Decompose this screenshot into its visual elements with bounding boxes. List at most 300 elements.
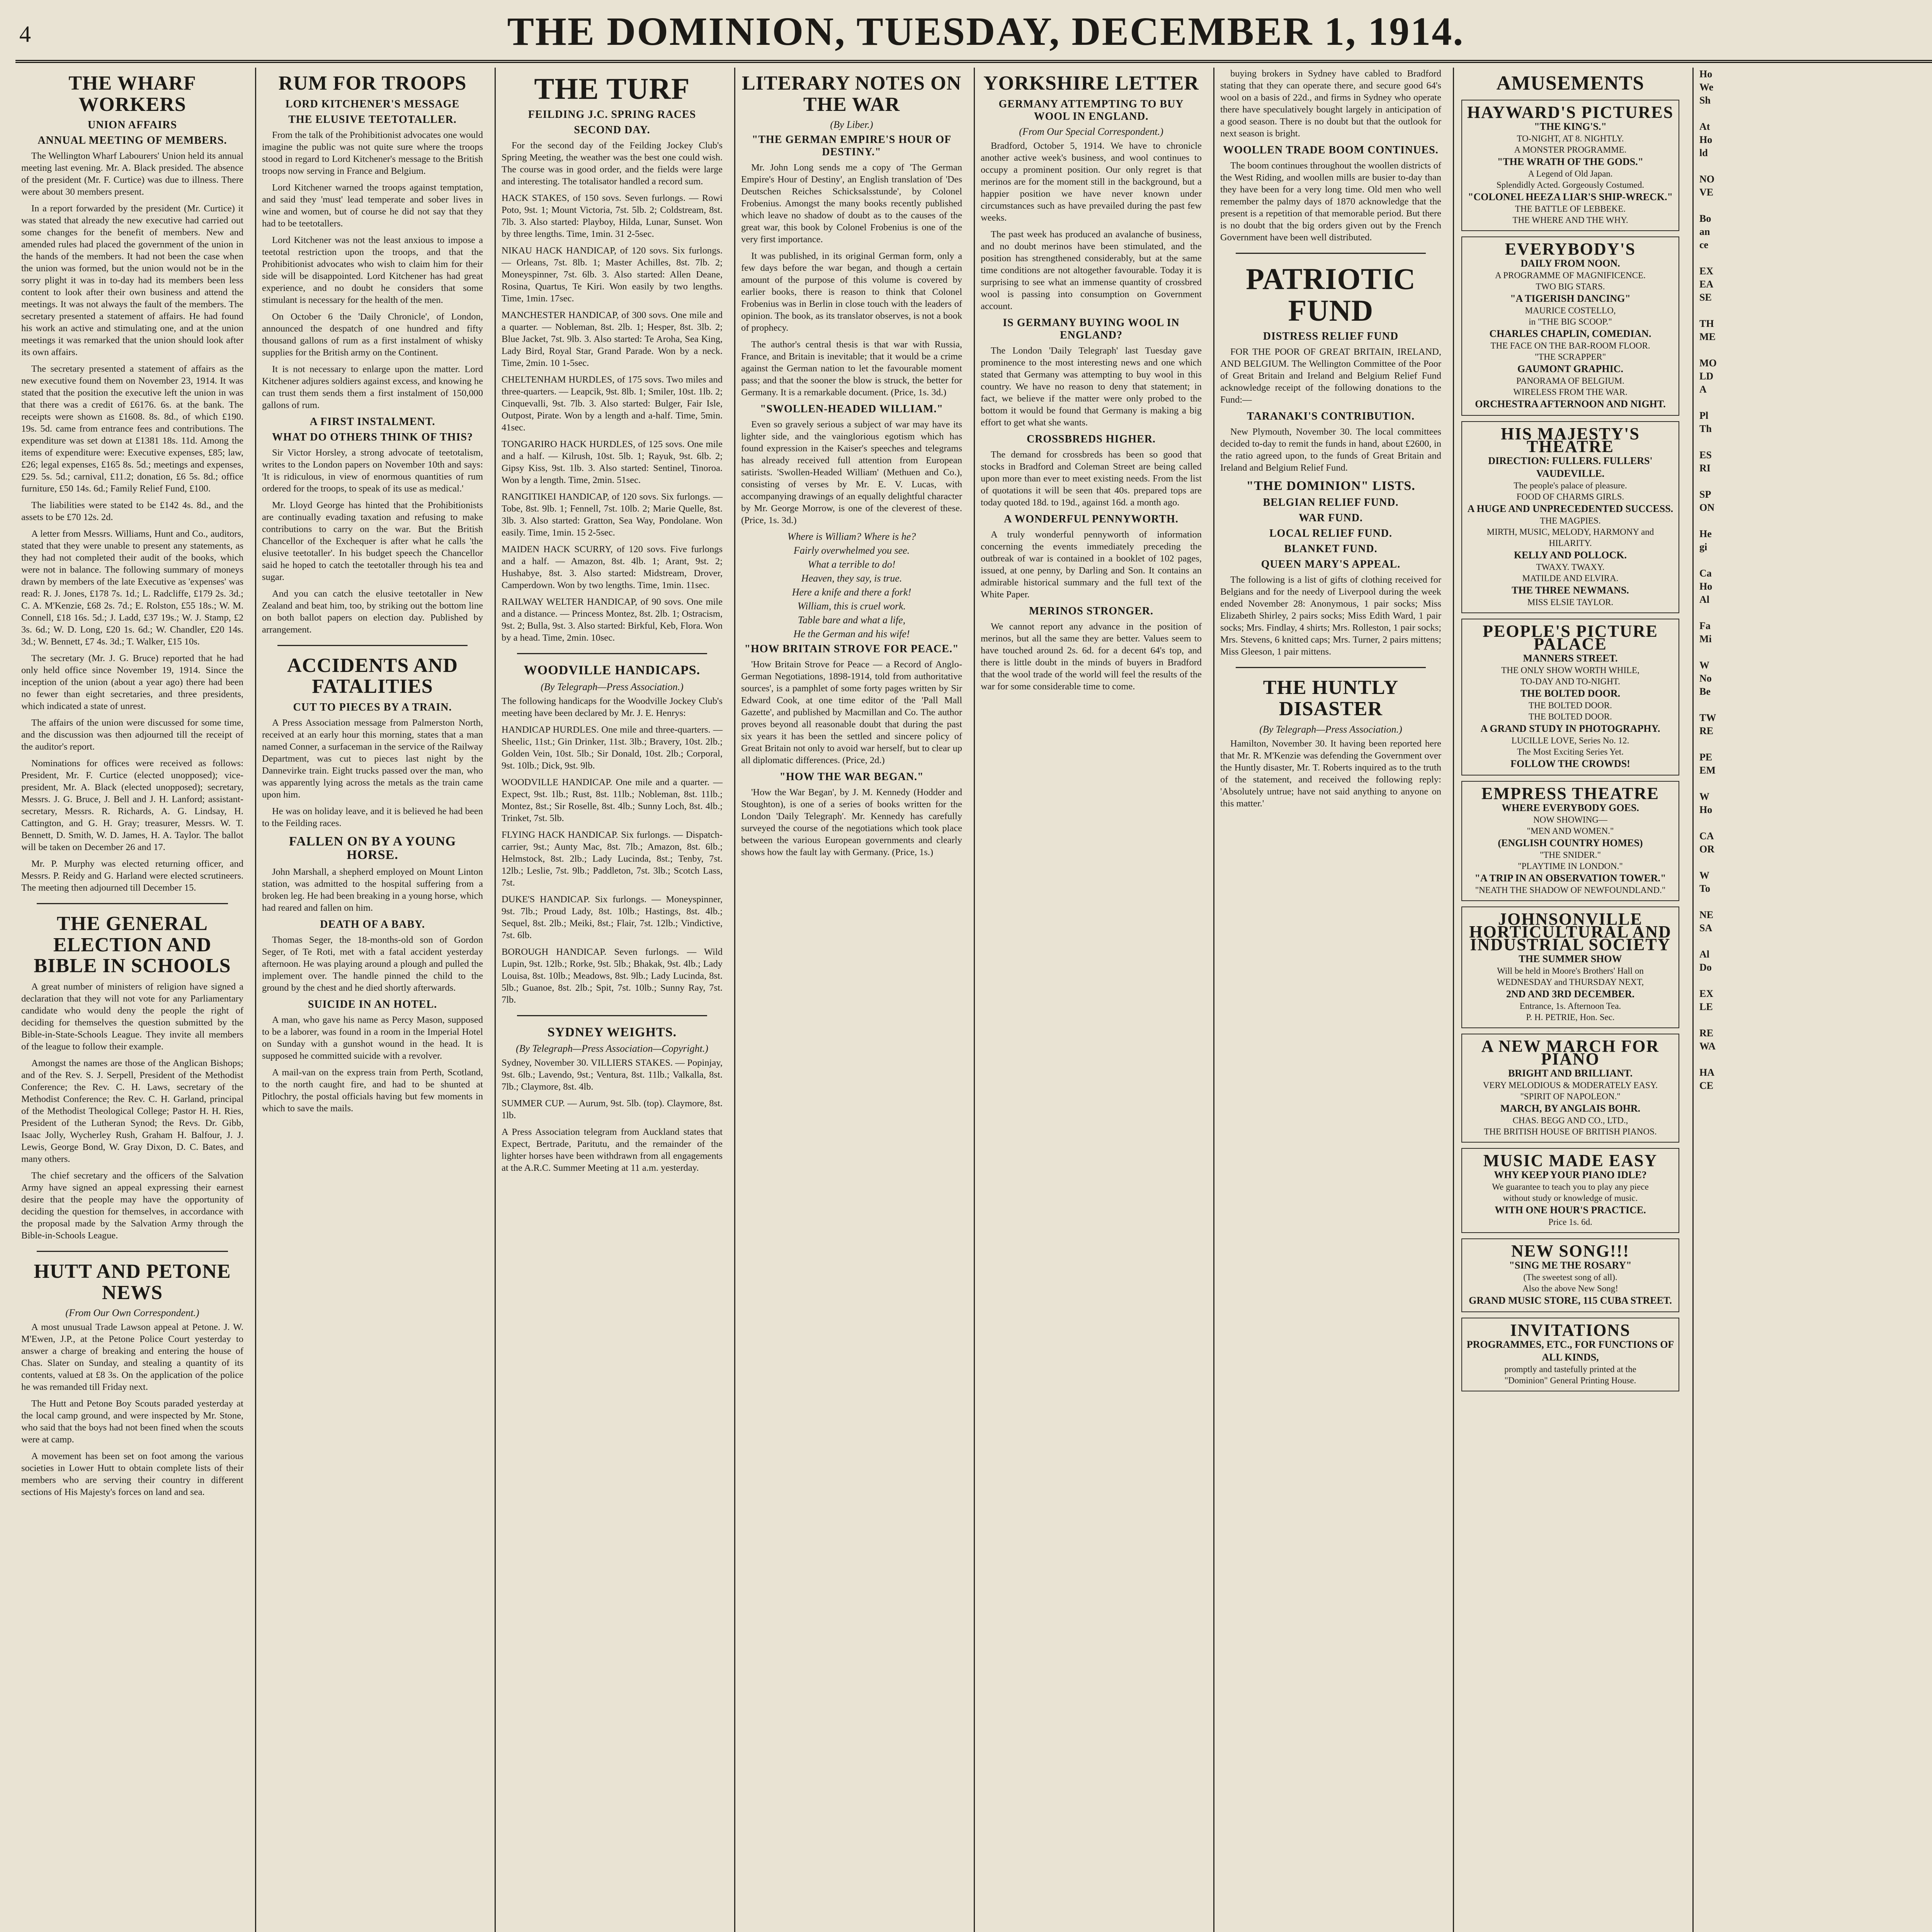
paragraph: Mr. P. Murphy was elected returning officer, and Messrs. P. Reidy and G. Harland were elected scrutineers. The meeting then adjourned till December 15. (21, 859, 243, 893)
edge-fragment: SE (1699, 292, 1712, 303)
advertisement (1461, 421, 1679, 613)
edge-fragment (1699, 777, 1932, 790)
headline-amusements: AMUSEMENTS (1496, 72, 1645, 94)
advertisement (1461, 1148, 1679, 1233)
cropped-text (1699, 68, 1932, 1092)
ad-line: "A TIGERISH DANCING" (1510, 293, 1631, 304)
page-number: 4 (19, 21, 31, 47)
article-body (1220, 68, 1441, 139)
edge-fragment: ES (1699, 449, 1712, 461)
edge-fragment (1699, 252, 1932, 265)
ad-line: WHERE EVERYBODY GOES. (1502, 802, 1639, 813)
byline: (By Liber.) (830, 119, 873, 131)
edge-fragment: TH (1699, 318, 1714, 329)
column-wharf-workers (15, 68, 249, 1932)
ad-line: WHY KEEP YOUR PIANO IDLE? (1494, 1169, 1647, 1180)
subhead-germany-buying: IS GERMANY BUYING WOOL IN ENGLAND? (1003, 316, 1180, 341)
headline-woodville: WOODVILLE HANDICAPS. (524, 663, 701, 677)
ad-line: GRAND MUSIC STORE, 115 CUBA STREET. (1469, 1294, 1672, 1306)
ad-line: Entrance, 1s. Afternoon Tea. (1519, 1001, 1621, 1011)
edge-fragment: EX (1699, 988, 1714, 999)
edge-fragment: Sh (1699, 95, 1711, 106)
edge-fragment (1699, 304, 1932, 317)
ad-line: KELLY AND POLLOCK. (1514, 549, 1627, 561)
edge-fragment (1699, 199, 1932, 212)
edge-fragment (1699, 646, 1932, 659)
ad-line: promptly and tastefully printed at the (1504, 1364, 1636, 1374)
edge-fragment: Ho (1699, 581, 1713, 592)
advertisement (1461, 619, 1679, 776)
edge-fragment (1699, 856, 1932, 869)
kicker-union-affairs: UNION AFFAIRS (87, 119, 177, 131)
edge-fragment (1699, 935, 1932, 948)
ad-line: "THE KING'S." (1534, 121, 1607, 132)
ad-line: TWAXY. TWAXY. (1536, 562, 1605, 572)
paragraph: Thomas Seger, the 18-months-old son of Gordon Seger, of Te Roti, met with a fatal accident yesterday afternoon. He was playing around a plough and pulled the implement over. The handle pinned the child to the ground by the chest and he died shortly afterwards. (262, 935, 483, 993)
source-line: (By Telegraph—Press Association—Copyright.) (515, 1043, 709, 1054)
ad-line: "THE SCRAPPER" (1534, 352, 1606, 362)
ad-line: MARCH, BY ANGLAIS BOHR. (1500, 1102, 1641, 1114)
column-yorkshire-letter (974, 68, 1208, 1932)
paragraph: Bradford, October 5, 1914. We have to chronicle another active week's business, and wool continues to occupy a prominent position. Our only regret is that merinos are for the moment still in the background, but a happier position we have never known under circumstances such as have prevailed during the past few weeks. (981, 140, 1202, 223)
edge-fragment (1699, 107, 1932, 120)
edge-fragment: gi (1699, 541, 1708, 553)
column-cropped-edge (1692, 68, 1932, 1932)
ad-line: THE FACE ON THE BAR-ROOM FLOOR. (1490, 340, 1650, 350)
edge-fragment: NE (1699, 909, 1714, 920)
paragraph: Lord Kitchener warned the troops against temptation, and said they 'must' lead temperate and sober lives in wine and women, but of course he did not say that they had to be teetotallers. (262, 182, 483, 229)
subhead-kitchener: LORD KITCHENER'S MESSAGE (285, 98, 460, 110)
subhead-woollen-boom: WOOLLEN TRADE BOOM CONTINUES. (1223, 144, 1439, 156)
edge-fragment: ld (1699, 147, 1708, 158)
paragraph: Where is William? Where is he? (787, 531, 916, 543)
edge-fragment: OR (1699, 844, 1714, 855)
edge-fragment: EM (1699, 765, 1716, 776)
paragraph: The London 'Daily Telegraph' last Tuesday gave prominence to the most interesting news and one which stated that Germany was attempting to buy wool in this country. We have no reason to deny that statement; in fact, we believe if the matter were only probed to the bottom it would be found that Germany is making a big effort to get what she wants. (981, 345, 1202, 428)
ad-line: A PROGRAMME OF MAGNIFICENCE. (1495, 270, 1646, 280)
edge-fragment: Pl (1699, 410, 1709, 421)
edge-fragment (1699, 514, 1932, 527)
ad-line: P. H. PETRIE, Hon. Sec. (1526, 1012, 1615, 1022)
column-amusements (1453, 68, 1687, 1932)
article-body (262, 129, 483, 411)
ad-line: in "THE BIG SCOOP." (1529, 316, 1612, 327)
subhead-taranaki: TARANAKI'S CONTRIBUTION. (1247, 410, 1415, 422)
subhead-how-war-began: "HOW THE WAR BEGAN." (779, 771, 924, 783)
ad-headline: INVITATIONS (1510, 1320, 1631, 1340)
paragraph: In a report forwarded by the president (Mr. Curtice) it was stated that already the new executive had carried out some changes for the benefit of members. New and amended rules had placed the government of the union in the hands of the members. It had not been the case when the union was formed, but the union would not be in the sorry plight it was in to-day had its members been less content to look after their own business and attend the meetings. It was not always the fault of the members. The secretary presented a statement of affairs. He had found his work an active and stimulating one, and at the union meetings it was remarked that the union should look after its own affairs. (21, 203, 243, 358)
ad-line: WITH ONE HOUR'S PRACTICE. (1495, 1204, 1646, 1216)
ad-line: "COLONEL HEEZA LIAR'S SHIP-WRECK." (1468, 191, 1673, 202)
edge-fragment: NO (1699, 173, 1714, 185)
headline-hutt-petone: HUTT AND PETONE NEWS (34, 1260, 231, 1304)
ad-line: GAUMONT GRAPHIC. (1517, 363, 1623, 374)
edge-fragment: We (1699, 82, 1714, 93)
ad-line: ORCHESTRA AFTERNOON AND NIGHT. (1475, 398, 1666, 410)
column-rule (1236, 253, 1426, 254)
edge-fragment: CA (1699, 830, 1714, 842)
ad-line: FOLLOW THE CROWDS! (1510, 758, 1630, 769)
paragraph: HANDICAP HURDLES. One mile and three-quarters. — Sheelic, 11st.; Gin Drinker, 11st. 3lb.; Bravery, 10st. 2lb.; Golden Vein, 10st. 5lb.; Sir Donald, 10st. 2lb.; Corporal, 9st. 10lb.; Dick, 9st. 9lb. (502, 724, 723, 771)
advertisement (1461, 906, 1679, 1028)
article-body (741, 162, 962, 398)
ad-line: FOOD OF CHARMS GIRLS. (1516, 492, 1624, 502)
source-line: (By Telegraph—Press Association.) (541, 681, 684, 692)
ad-line: MISS ELSIE TAYLOR. (1527, 597, 1614, 607)
advertisement (1461, 1034, 1679, 1143)
ad-line: Also the above New Song! (1522, 1283, 1618, 1293)
paragraph: A truly wonderful pennyworth of information concerning the events immediately preceding the outbreak of war is contained in a booklet of 102 pages, issued, at one penny, by Darling and Son. It contains an admirable historical summary and the full text of the White Paper. (981, 529, 1202, 600)
paragraph: MAIDEN HACK SCURRY, of 120 sovs. Five furlongs and a half. — Amazon, 8st. 4lb. 1; Arant, 9st. 2; Hushabye, 8st. 3. Also started: Midstream, Drover, Camperdown. Won by two lengths. Time, 1min. 11sec. (502, 544, 723, 590)
article-body (502, 1057, 723, 1174)
paragraph: Even so gravely serious a subject of war may have its lighter side, and the vainglorious egotism which has found expression in the Kaiser's speeches and telegrams has already received full attention from European satirists. 'Swollen-Headed William' (Methuen and Co.), consisting of verses by Mr. E. V. Lucas, with accompanying drawings of an equally delightful character by Mr. George Morrow, is one of the cleverest of these. (Price, 1s. 3d.) (741, 419, 962, 526)
edge-fragment: W (1699, 660, 1709, 671)
paragraph: Table bare and what a life, (798, 614, 906, 626)
column-rum-for-troops (255, 68, 489, 1932)
ad-line: MAURICE COSTELLO, (1525, 305, 1616, 315)
edge-fragment: MO (1699, 357, 1717, 369)
subhead-german-empire: "THE GERMAN EMPIRE'S HOUR OF DESTINY." (752, 134, 952, 158)
edge-fragment (1699, 554, 1932, 567)
edge-fragment: RE (1699, 1027, 1714, 1039)
paragraph: The past week has produced an avalanche of business, and no doubt merinos have been stimulated, and the position has strengthened considerably, but at the same time conditions are not altogether favourable. Today it is surprising to see what an immense quantity of crossbred wool is passing into consumption on Government account. (981, 229, 1202, 311)
article-body (981, 140, 1202, 312)
ad-line: "THE WRATH OF THE GODS." (1497, 156, 1644, 167)
article-body (741, 786, 962, 858)
ad-line: The people's palace of pleasure. (1514, 480, 1627, 490)
ad-line: MIRTH, MUSIC, MELODY, HARMONY and HILARITY. (1486, 527, 1654, 548)
ad-line: DAILY FROM NOON. (1520, 257, 1620, 269)
ad-line: TO-DAY AND TO-NIGHT. (1520, 676, 1620, 686)
ad-headline: HAYWARD'S PICTURES (1467, 102, 1674, 122)
paragraph: On October 6 the 'Daily Chronicle', of London, announced the despatch of one hundred and fifty thousand gallons of rum as a first instalment of whisky supplies for the British army on the Continent. (262, 311, 483, 358)
edge-fragment: RI (1699, 463, 1711, 474)
paragraph: A great number of ministers of religion have signed a declaration that they will not vote for any Parliamentary candidate who would deny the people the right of deciding for themselves the question submitted by the Bible-in-State-Schools League. They invite all members of the league to follow their example. (21, 981, 243, 1052)
edge-fragment (1699, 698, 1932, 711)
paragraph: WOODVILLE HANDICAP. One mile and a quarter. — Expect, 9st. 1lb.; Rust, 8st. 11lb.; Nobleman, 8st. 11lb.; Montez, 8st.; Sir Roselle, 8st. 4lb.; Sunny Loch, 8st. 4lb.; Trinket, 7st. 5lb. (502, 777, 723, 823)
ad-line: WEDNESDAY and THURSDAY NEXT, (1497, 977, 1644, 987)
ad-line: THE SUMMER SHOW (1519, 953, 1622, 964)
edge-fragment: EA (1699, 279, 1714, 290)
article-body (1220, 426, 1441, 474)
article-body (981, 449, 1202, 509)
ad-headline: A NEW MARCH FOR PIANO (1481, 1036, 1660, 1068)
poem (741, 531, 962, 640)
edge-fragment: To (1699, 883, 1710, 894)
source-line: (By Telegraph—Press Association.) (1259, 723, 1402, 735)
edge-fragment: Al (1699, 594, 1709, 605)
edge-fragment (1699, 974, 1932, 987)
edge-fragment: CE (1699, 1080, 1714, 1091)
subhead-suicide: SUICIDE IN AN HOTEL. (308, 998, 437, 1011)
headline-huntly-disaster: THE HUNTLY DISASTER (1263, 677, 1399, 720)
paragraph: HACK STAKES, of 150 sovs. Seven furlongs. — Rowi Poto, 9st. 1; Mount Victoria, 7st. 5lb. 2; Coldstream, 8st. 7lb. 3. Also started: Playboy, Hilda, Lunar, Sunset. Won by three lengths. Time, 1min. 31 2-5sec. (502, 192, 723, 239)
edge-fragment: Al (1699, 949, 1709, 960)
paragraph: The secretary (Mr. J. G. Bruce) reported that he had only held office since November 19, 1914. Since the inception of the union (about a year ago) there had been no fewer than eight secretaries, and three presidents, which indicated a state of unrest. (21, 653, 243, 712)
column-the-turf (495, 68, 728, 1932)
paragraph: And you can catch the elusive teetotaller in New Zealand and beat him, too, by striking out the bottom line on both ballot papers on election day. Published by arrangement. (262, 588, 483, 635)
paragraph: TONGARIRO HACK HURDLES, of 125 sovs. One mile and a half. — Kilrush, 10st. 5lb. 1; Rayuk, 9st. 6lb. 2; Gipsy Kiss, 9st. 1lb. 3. Also started: Sentinel, Tinoroa. Won by a length. Time, 2min. 51sec. (502, 439, 723, 485)
paragraph: It was published, in its original German form, only a few days before the war began, and though a certain amount of the purpose of this volume is covered by earlier books, there is reason to think that Colonel Frobenius was in Berlin in close touch with the leaders of opinion. The book, as its translator observes, is not a book of prophecy. (741, 251, 962, 333)
paragraph: William, this is cruel work. (797, 600, 906, 612)
paragraph: Mr. John Long sends me a copy of 'The German Empire's Hour of Destiny', an English translation of 'Des Deutschen Reiches Schicksalsstunde', by Colonel Frobenius. Amongst the many books recently published which leave no shadow of doubt as to the causes of the great war, this book by Colonel Frobenius is one of the very first importance. (741, 162, 962, 245)
article-body (1220, 574, 1441, 658)
paragraph: A letter from Messrs. Williams, Hunt and Co., auditors, stated that they were unable to present any statements, as they had not completed their audit of the books, which were not in balance. The following summary of moneys drawn by members of the late Executive as 'expenses' was read: R. J. Jones, £178 7s. 1d.; L. Radcliffe, £179 2s. 3d.; C. A. M'Kenzie, £68 2s. 7d.; E. Rolston, £55 18s.; W. M. Connell, £18 16s. 5d.; J. Ladd, £37 19s.; W. J. Stamp, £2 3s. 6d.; W. D. Long, £20 1s. 6d.; W. Chandler, £20 14s. 3d.; W. Bennett, £7 4s. 3d.; T. Walker, £15 10s. (21, 529, 243, 647)
ad-line: NOW SHOWING— (1533, 815, 1607, 825)
edge-fragment: W (1699, 791, 1709, 802)
ad-line: without study or knowledge of music. (1503, 1193, 1638, 1203)
ad-line: THE BOLTED DOOR. (1529, 711, 1612, 721)
edge-fragment: At (1699, 121, 1710, 132)
paragraph: Nominations for offices were received as follows: President, Mr. F. Curtice (elected unopposed); vice-president, Mr. A. Black (elected unopposed); secretary, Messrs. J. G. Bruce, J. Bell and J. H. Lanford; assistant-secretary, Messrs. R. Richards, A. G. Lindsay, H. Cattington, and G. H. Gray; treasurer, Messrs. W. T. Bennett, D. Smith, W. D. James, H. A. Taylor. The ballot will be taken on December 26 and 17. (21, 758, 243, 853)
article-body (1220, 346, 1441, 406)
paragraph: Amongst the names are those of the Anglican Bishops; and of the Rev. S. J. Serpell, President of the Methodist Conference; the Rev. C. H. Laws, secretary of the Methodist Conference; the Rev. C. H. Garland, principal of the Methodist Theological College; Pastor H. H. Ries, President of the Lutheran Synod; the Revs. Dr. Gibb, Isaac Jolly, Wycherley Rush, Graham H. Balfour, J. J. Lewis, George Bond, W. Gray Dixon, D. C. Bates, and many others. (21, 1058, 243, 1164)
subhead-crossbreds: CROSSBREDS HIGHER. (1027, 433, 1156, 445)
edge-fragment: Ho (1699, 134, 1713, 145)
ad-headline: EVERYBODY'S (1505, 239, 1636, 259)
ad-headline: MUSIC MADE EASY (1483, 1151, 1658, 1170)
advertisement (1461, 236, 1679, 416)
ad-headline: NEW SONG!!! (1511, 1241, 1629, 1260)
ad-line: TWO BIG STARS. (1536, 281, 1605, 291)
paragraph: For the second day of the Feilding Jockey Club's Spring Meeting, the weather was the best one could wish. The course was in good order, and the fields were large and interesting. The totalisator handled a record sum. (502, 140, 723, 187)
edge-fragment: LE (1699, 1001, 1713, 1012)
masthead (15, 4, 1932, 63)
article-body (262, 717, 483, 829)
advertisement (1461, 781, 1679, 901)
subhead-local-relief: LOCAL RELIEF FUND. (1269, 527, 1392, 540)
ad-line: "NEATH THE SHADOW OF NEWFOUNDLAND." (1475, 885, 1666, 895)
subhead-distress-relief: DISTRESS RELIEF FUND (1263, 330, 1399, 342)
paragraph: RANGITIKEI HANDICAP, of 120 sovs. Six furlongs. — Tobe, 8st. 9lb. 1; Fennell, 7st. 10lb. 2; Marie Quelle, 8st. 3lb. 3. Also started: Gratton, Sea Way, Pondolane. Won easily. Time, 1min. 15 2-5sec. (502, 491, 723, 538)
paragraph: Mr. Lloyd George has hinted that the Prohibitionists are continually evading taxation and refusing to make contributions to carry on the war. But the British Chancellor of the Exchequer is after what he calls 'the elusive teetotaller'. In his budget speech the Chancellor said he hoped to catch the teetotaller through his tea and sugar. (262, 500, 483, 582)
paragraph: Lord Kitchener was not the least anxious to impose a teetotal restriction upon the troops, and that the Prohibitionist advocates who wish to claim him for their side will be disappointed. Lord Kitchener has had great experience, and no doubt he considers that some stimulant is necessary for the health of the men. (262, 235, 483, 305)
edge-fragment (1699, 344, 1932, 357)
race-results (502, 192, 723, 644)
article-body (741, 658, 962, 766)
ad-line: THE BOLTED DOOR. (1529, 700, 1612, 710)
ad-line: A MONSTER PROGRAMME. (1514, 145, 1627, 155)
column-rule (517, 1015, 707, 1016)
edge-fragment: Th (1699, 423, 1712, 434)
ad-line: CHAS. BEGG AND CO., LTD., (1512, 1115, 1628, 1125)
ad-line: (The sweetest song of all). (1523, 1272, 1617, 1282)
ad-line: "Dominion" General Printing House. (1504, 1375, 1636, 1385)
paragraph: The liabilities were stated to be £142 4s. 8d., and the assets to be £70 12s. 2d. (21, 500, 243, 523)
ad-line: THE THREE NEWMANS. (1512, 584, 1629, 596)
paragraph: CHELTENHAM HURDLES, of 175 sovs. Two miles and three-quarters. — Leapcik, 9st. 8lb. 1; Smiler, 10st. 1lb. 2; Cinquevalli, 9st. 7lb. 3. Also started: Bulger, Fair Isle, Outpost, Pirate. Won by a length and a-half. Time, 5min. 41sec. (502, 374, 723, 433)
ad-line: "PLAYTIME IN LONDON." (1518, 861, 1623, 871)
edge-fragment: PE (1699, 752, 1713, 763)
edge-fragment: He (1699, 528, 1712, 539)
edge-fragment: W (1699, 870, 1709, 881)
article-body (502, 139, 723, 187)
article-body (21, 981, 243, 1242)
headline-yorkshire-letter: YORKSHIRE LETTER (983, 72, 1199, 94)
ad-line: THE MAGPIES. (1540, 515, 1601, 526)
paragraph: What a terrible to do! (808, 559, 896, 570)
ad-line: MANNERS STREET. (1523, 652, 1618, 664)
ad-line: "SING ME THE ROSARY" (1509, 1259, 1632, 1271)
headline-young-horse: FALLEN ON BY A YOUNG HORSE. (289, 834, 456, 862)
article-body (981, 621, 1202, 692)
edge-fragment: an (1699, 226, 1710, 237)
paragraph: MANCHESTER HANDICAP, of 300 sovs. One mile and a quarter. — Nobleman, 8st. 2lb. 1; Hesper, 8st. 3lb. 2; Blue Jacket, 7st. 9lb. 3. Also started: Te Aroha, Sea King, Lady Bird, Royal Star, Grand Parade. Won by a neck. Time, 2min. 10 1-5sec. (502, 310, 723, 368)
ad-headline: HIS MAJESTY'S THEATRE (1501, 424, 1640, 456)
paragraph: He was on holiday leave, and it is believed he had been to the Feilding races. (262, 806, 483, 828)
paragraph: 'How the War Began', by J. M. Kennedy (Hodder and Stoughton), is one of a series of books written for the London 'Daily Telegraph'. Mr. Kennedy has carefully surveyed the course of the negotiations which took place between the various European governments and clearly shows how the fault lay with Germany. (Price, 1s.) (741, 787, 962, 858)
subhead-what-others-think: WHAT DO OTHERS THINK OF THIS? (272, 431, 473, 443)
edge-fragment: RE (1699, 725, 1714, 736)
ad-line: PROGRAMMES, ETC., FOR FUNCTIONS OF ALL KINDS, (1466, 1338, 1674, 1363)
ad-line: THE BRITISH HOUSE OF BRITISH PIANOS. (1484, 1126, 1657, 1136)
ad-line: WIRELESS FROM THE WAR. (1513, 387, 1628, 397)
subhead-merinos: MERINOS STRONGER. (1029, 605, 1153, 617)
article-body (981, 529, 1202, 600)
paragraph: A mail-van on the express train from Perth, Scotland, to the north caught fire, and had to be shunted at Pitlochry, the postal officials having but few moments in which to save the mails. (262, 1067, 483, 1114)
ad-line: VERY MELODIOUS & MODERATELY EASY. (1483, 1080, 1658, 1090)
ad-line: A GRAND STUDY IN PHOTOGRAPHY. (1480, 723, 1660, 734)
edge-fragment (1699, 895, 1932, 908)
paragraph: A movement has been set on foot among the various societies in Lower Hutt to obtain complete lists of their members who are serving their country in different sections of His Majesty's forces on land and sea. (21, 1451, 243, 1498)
paragraph: The following handicaps for the Woodville Jockey Club's meeting have been declared by Mr. J. E. Henrys: (502, 696, 723, 718)
ad-line: LUCILLE LOVE, Series No. 12. (1511, 735, 1629, 745)
edge-fragment (1699, 606, 1932, 619)
advertisements (1460, 100, 1681, 1391)
paragraph: The Wellington Wharf Labourers' Union held its annual meeting last evening. Mr. A. Black presided. The absence of the president (Mr. F. Curtice) was due to illness. There were about 30 members present. (21, 151, 243, 197)
columns (15, 68, 1932, 1932)
column-literary-notes (734, 68, 968, 1932)
subhead-second-day: SECOND DAY. (574, 124, 650, 136)
edge-fragment (1699, 475, 1932, 488)
article-body (21, 150, 243, 894)
edge-fragment: A (1699, 384, 1707, 395)
paragraph: RAILWAY WELTER HANDICAP, of 90 sovs. One mile and a distance. — Princess Montez, 8st. 2lb. 1; Ostracism, 9st. 2; Bulla, 9st. 3. Also started: Birkful, Keb, Flora. Won by a head. Time, 2min. 10sec. (502, 596, 723, 643)
headline-sydney-weights: SYDNEY WEIGHTS. (547, 1025, 677, 1039)
edge-fragment: HA (1699, 1067, 1714, 1078)
headline-rum-for-troops: RUM FOR TROOPS (278, 72, 467, 94)
ad-line: Splendidly Acted. Gorgeously Costumed. (1496, 180, 1645, 190)
ad-line: "THE SNIDER." (1539, 850, 1601, 860)
ad-line: "A TRIP IN AN OBSERVATION TOWER." (1475, 872, 1666, 884)
paragraph: A man, who gave his name as Percy Mason, supposed to be a laborer, was found in a room in the Imperial Hotel on Sunday with a gunshot wound in the head. It is supposed he committed suicide with a revolver. (262, 1015, 483, 1061)
ad-line: We guarantee to teach you to play any piece (1492, 1182, 1649, 1192)
column-rule (277, 645, 468, 646)
edge-fragment: No (1699, 673, 1712, 684)
paragraph: Here a knife and there a fork! (792, 587, 912, 598)
edge-fragment: Fa (1699, 620, 1711, 631)
subhead-war-fund: WAR FUND. (1298, 512, 1363, 524)
paragraph: It is not necessary to enlarge upon the matter. Lord Kitchener adjures soldiers against excess, and knowing he can trust them sends them a first instalment of 150,000 gallons of rum. (262, 364, 483, 410)
article-body (262, 447, 483, 636)
ad-line: TO-NIGHT, AT 8. NIGHTLY. (1517, 133, 1624, 143)
ad-line: A Legend of Old Japan. (1528, 168, 1613, 179)
subhead-feilding: FEILDING J.C. SPRING RACES (528, 108, 696, 121)
newspaper-title: THE DOMINION, TUESDAY, DECEMBER 1, 1914. (507, 9, 1464, 54)
headline-wharf-workers: THE WHARF WORKERS (68, 72, 196, 116)
ad-line: Price 1s. 6d. (1548, 1217, 1592, 1227)
edge-fragment: Be (1699, 686, 1711, 697)
ad-line: MATILDE AND ELVIRA. (1522, 573, 1619, 583)
headline-bible-in-schools: THE GENERAL ELECTION AND BIBLE IN SCHOOLS (34, 913, 231, 977)
edge-fragment (1699, 1053, 1932, 1066)
ad-line: DIRECTION: FULLERS. FULLERS' VAUDEVILLE. (1488, 455, 1653, 479)
subhead-death-baby: DEATH OF A BABY. (320, 918, 425, 931)
paragraph: Heaven, they say, is true. (801, 573, 902, 584)
subhead-blanket-fund: BLANKET FUND. (1284, 543, 1378, 555)
subhead-queen-mary: QUEEN MARY'S APPEAL. (1261, 558, 1401, 571)
article-body (21, 1321, 243, 1498)
ad-line: THE WHERE AND THE WHY. (1512, 215, 1628, 225)
source-line: (From Our Special Correspondent.) (1019, 126, 1163, 137)
edge-fragment (1699, 738, 1932, 751)
paragraph: FLYING HACK HANDICAP. Six furlongs. — Dispatch-carrier, 9st.; Aunty Mac, 8st. 7lb.; Amazon, 8st. 6lb.; Helmstock, 8st. 2lb.; Lady Lucinda, 8st.; Tenby, 7st. 12lb.; Leslie, 7st. 9lb.; Paddleton, 7st. 3lb.; Scotch Lass, 7st. (502, 829, 723, 888)
edge-fragment (1699, 160, 1932, 173)
subhead-britain-peace: "HOW BRITAIN STROVE FOR PEACE." (744, 643, 959, 655)
paragraph: FOR THE POOR OF GREAT BRITAIN, IRELAND, AND BELGIUM. The Wellington Committee of the Poor of Great Britain and Ireland and Belgium Relief Fund acknowledge receipt of the following donations to the Fund:— (1220, 346, 1441, 405)
paragraph: A Press Association telegram from Auckland states that Expect, Bertrade, Paritutu, and the remainder of the lighter horses have been withdrawn from all engagements at the A.R.C. Summer Meeting at 11 a.m. yesterday. (502, 1127, 723, 1173)
subhead-swollen-headed: "SWOLLEN-HEADED WILLIAM." (760, 403, 944, 415)
subhead-first-instalment: A FIRST INSTALMENT. (310, 415, 435, 428)
edge-fragment: ce (1699, 239, 1709, 250)
paragraph: A most unusual Trade Lawson appeal at Petone. J. W. M'Ewen, J.P., at the Petone Police Court yesterday to answer a charge of breaking and entering the house of Chas. Slater on Sunday, and stealing a quantity of its contents, valued at £8 3s. On the application of the police he was remanded till Friday next. (21, 1322, 243, 1393)
article-body (262, 934, 483, 994)
edge-fragment (1699, 816, 1932, 830)
ad-headline: JOHNSONVILLE HORTICULTURAL AND INDUSTRIAL SOCIETY (1469, 909, 1672, 954)
column-rule (517, 653, 707, 654)
article-body (262, 1014, 483, 1114)
column-patriotic-fund (1213, 68, 1447, 1932)
headline-the-turf: THE TURF (534, 72, 690, 105)
edge-fragment (1699, 396, 1932, 409)
edge-fragment: SA (1699, 922, 1713, 934)
paragraph: From the talk of the Prohibitionist advocates one would imagine the public was not quite sure where the troops stood in regard to Lord Kitchener's message to the British troops now serving in France and Belgium. (262, 129, 483, 176)
ad-line: (ENGLISH COUNTRY HOMES) (1498, 837, 1643, 849)
edge-fragment: Ca (1699, 568, 1712, 579)
paragraph: The boom continues throughout the woollen districts of the West Riding, and woollen mills are busier to-day than they have been for a very long time. Old men who well remember the palmy days of 1870 acknowledge that the present is a repetition of that memorable period. But there is no doubt that the big orders given out by the French Government have been well distributed. (1220, 160, 1441, 243)
ad-headline: PEOPLE'S PICTURE PALACE (1483, 621, 1658, 653)
paragraph: The Hutt and Petone Boy Scouts paraded yesterday at the local camp ground, and were inspected by Mr. Stone, who said that the boys had not been fined when the scouts were at camp. (21, 1398, 243, 1445)
subhead-pennyworth: A WONDERFUL PENNYWORTH. (1004, 513, 1179, 525)
paragraph: The affairs of the union were discussed for some time, and the discussion was then adjourned till the receipt of the auditor's report. (21, 718, 243, 752)
advertisement (1461, 100, 1679, 231)
paragraph: We cannot report any advance in the position of merinos, but all the same they are better. Values seem to have touched around 2s. 6d. for a decent 64's top, and there is little doubt in the minds of buyers in Bradford that the wool trade of the world will feel the results of the war for some considerable time to come. (981, 621, 1202, 692)
source-line: (From Our Own Correspondent.) (65, 1307, 199, 1319)
paragraph: BOROUGH HANDICAP. Seven furlongs. — Wild Lupin, 9st. 12lb.; Rorke, 9st. 5lb.; Bhakak, 9st. 4lb.; Lady Louisa, 8st. 10lb.; Meadows, 8st. 9lb.; Lady Lucinda, 8st. 5lb.; Guanoe, 8st. 2lb.; Spit, 7st. 10lb.; Sunny Ray, 7st. 7lb. (502, 946, 723, 1005)
ad-line: THE ONLY SHOW WORTH WHILE, (1501, 665, 1639, 675)
article-body (1220, 738, 1441, 810)
paragraph: He the German and his wife! (793, 628, 910, 640)
ad-line: THE BATTLE OF LEBBEKE. (1515, 204, 1626, 214)
paragraph: buying brokers in Sydney have cabled to Bradford stating that they can operate there, and secure good 64's wool on a basis of 22d., and firms in Sydney who operate there have speculatively bought largely in anticipation of a good season. There is no doubt but that the outlook for next season is bright. (1220, 68, 1441, 139)
subhead-germany-wool: GERMANY ATTEMPTING TO BUY WOOL IN ENGLAND. (998, 98, 1184, 122)
column-rule (37, 1251, 228, 1252)
edge-fragment: ME (1699, 331, 1716, 342)
edge-fragment: VE (1699, 187, 1714, 198)
paragraph: 'How Britain Strove for Peace — a Record of Anglo-German Negotiations, 1898-1914, told from authoritative sources', is a pamphlet of some forty pages written by Sir Edward Cook, at one time editor of the 'Pall Mall Gazette', and published by Macmillan and Co. The author proves beyond all reasonable doubt that during the past six years it has been the settled and sincere policy of Great Britain not only to avoid war herself, but to clear up all diplomatic differences. (Price, 2d.) (741, 659, 962, 766)
edge-fragment: SP (1699, 489, 1711, 500)
edge-fragment (1699, 435, 1932, 449)
ad-line: A HUGE AND UNPRECEDENTED SUCCESS. (1467, 503, 1673, 514)
article-body (1220, 160, 1441, 243)
ad-line: "SPIRIT OF NAPOLEON." (1520, 1091, 1621, 1101)
edge-fragment: Ho (1699, 804, 1713, 815)
edge-fragment: Do (1699, 962, 1712, 973)
ad-line: CHARLES CHAPLIN, COMEDIAN. (1489, 328, 1651, 339)
advertisement (1461, 1238, 1679, 1312)
ad-line: PANORAMA OF BELGIUM. (1516, 376, 1624, 386)
paragraph: Hamilton, November 30. It having been reported here that Mr. R. M'Kenzie was defending the Government over the Huntly disaster, Mr. T. Roberts inquired as to the truth of the statement, and received the following reply: 'Absolutely untrue; have not said anything to anyone on this matter.' (1220, 738, 1441, 809)
